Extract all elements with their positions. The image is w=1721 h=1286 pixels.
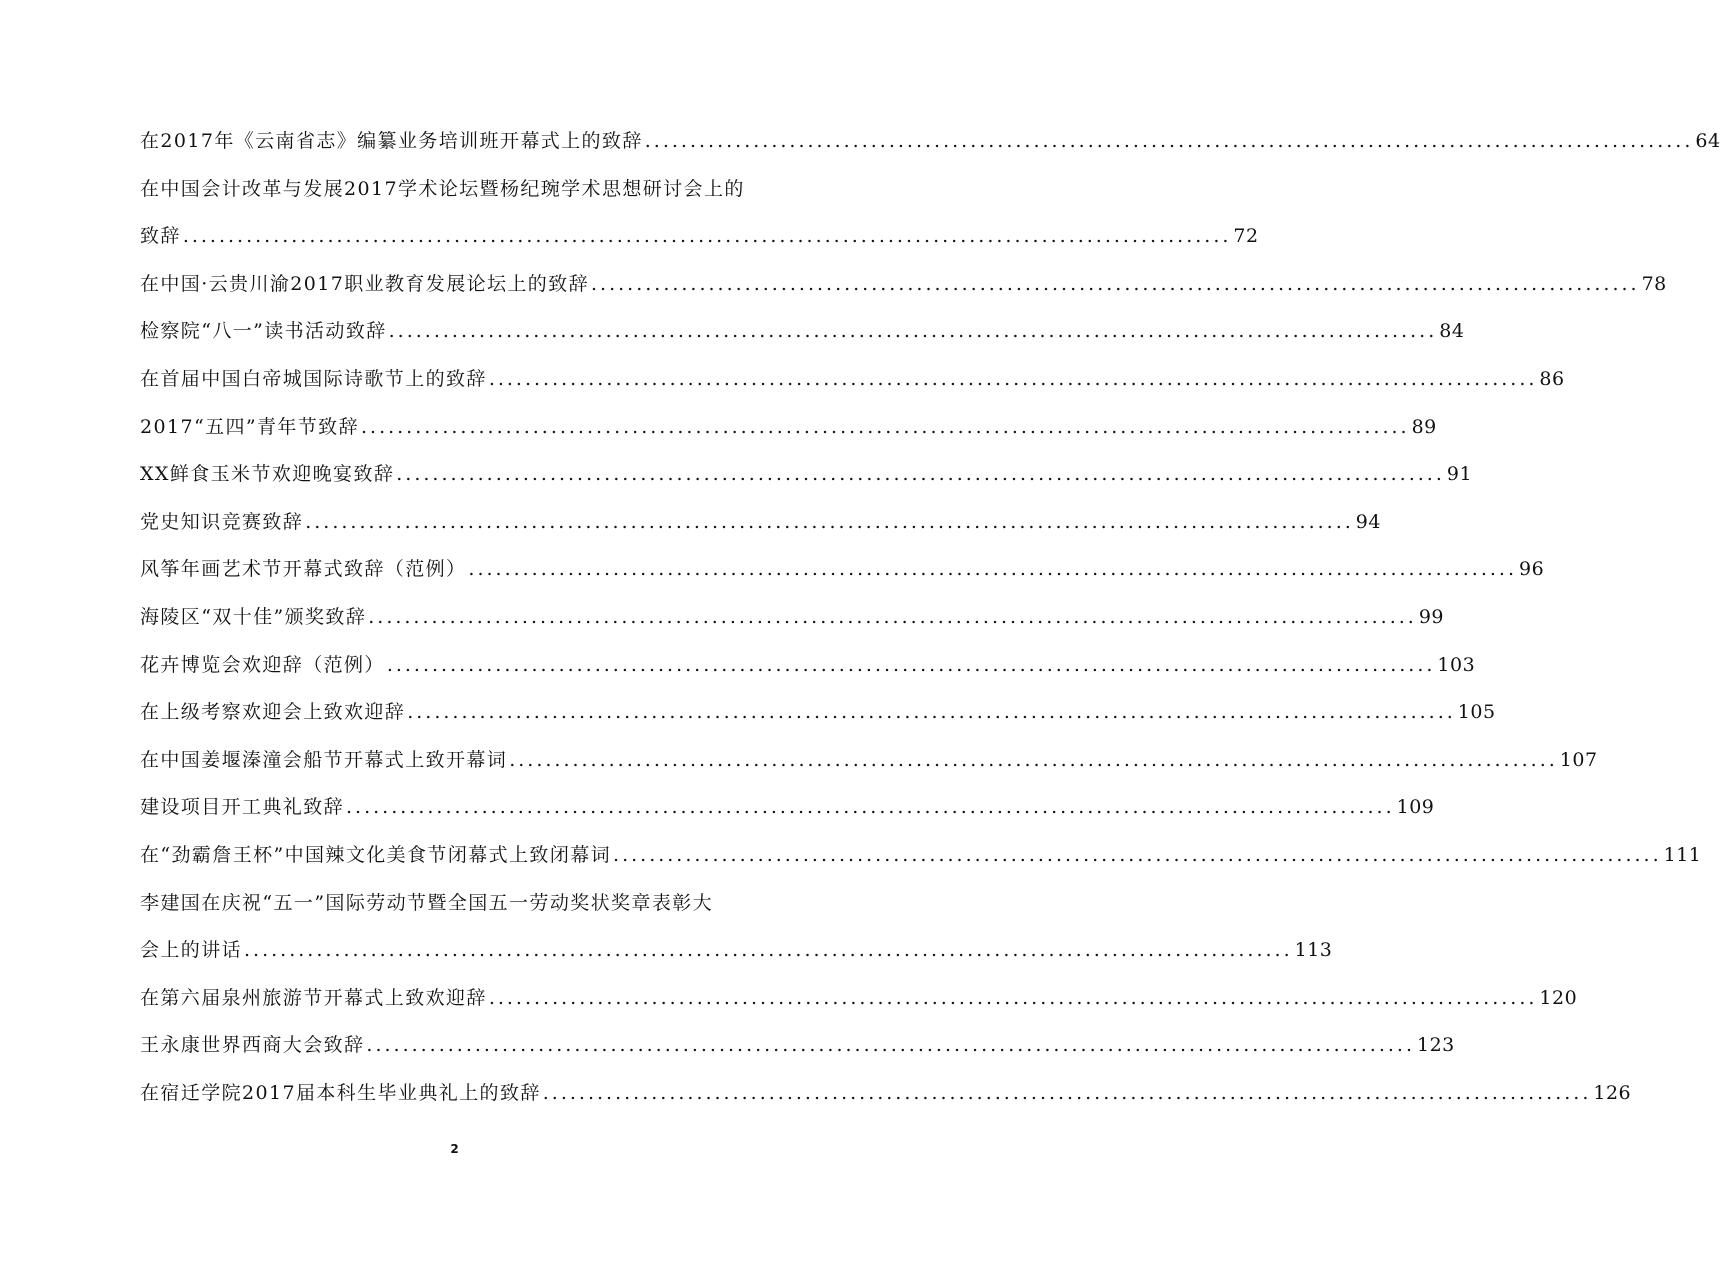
- toc-entry[interactable]: [140, 308, 1465, 356]
- toc-entry-page: 86: [1539, 367, 1565, 390]
- toc-entry-page: 94: [1355, 510, 1381, 533]
- toc-entry-page: 120: [1539, 986, 1578, 1009]
- toc-entry-title: 检察院“八一”读书活动致辞: [140, 320, 387, 343]
- toc-entry[interactable]: [140, 642, 1476, 690]
- toc-entry[interactable]: [140, 927, 1333, 975]
- toc-leader-dots: [346, 784, 1395, 832]
- toc-entry-title: 建设项目开工典礼致辞: [140, 796, 345, 819]
- toc-leader-dots: [613, 832, 1662, 880]
- toc-leader-dots: [509, 737, 1558, 785]
- toc-entry[interactable]: [140, 404, 1437, 452]
- toc-entry-page: 96: [1519, 558, 1545, 581]
- toc-entry[interactable]: [140, 451, 1473, 499]
- page-number: 2: [450, 1142, 459, 1156]
- toc-leader-dots: [244, 927, 1293, 975]
- toc-leader-dots: [543, 1070, 1592, 1118]
- toc-entry[interactable]: [140, 356, 1565, 404]
- toc-entry-page: 113: [1294, 939, 1333, 962]
- toc-entry[interactable]: [140, 689, 1496, 737]
- toc-leader-dots: [305, 499, 1354, 547]
- toc-leader-dots: [645, 118, 1694, 166]
- toc-entry-title: 在中国·云贵川渝2017职业教育发展论坛上的致辞: [140, 272, 589, 295]
- toc-entry-page: 84: [1439, 320, 1465, 343]
- toc-entry-page: 109: [1396, 796, 1435, 819]
- toc-entry-page: 78: [1641, 272, 1667, 295]
- toc-leader-dots: [407, 689, 1456, 737]
- toc-entry[interactable]: [140, 118, 1721, 166]
- toc-entry-wrap-line[interactable]: [140, 880, 773, 928]
- toc-entry-title: 海陵区“双十佳”颁奖致辞: [140, 605, 367, 628]
- toc-leader-dots: [468, 546, 1517, 594]
- toc-entry[interactable]: [140, 975, 1578, 1023]
- toc-entry[interactable]: [140, 213, 1259, 261]
- toc-entry[interactable]: [140, 594, 1445, 642]
- toc-entry-title: 在第六届泉州旅游节开幕式上致欢迎辞: [140, 986, 487, 1009]
- toc-entry-title: 会上的讲话: [140, 939, 243, 962]
- toc-entry-title-line1: 在中国会计改革与发展2017学术论坛暨杨纪琬学术思想研讨会上的: [140, 177, 745, 200]
- toc-entry-page: 64: [1695, 130, 1721, 152]
- toc-entry-page: 111: [1663, 843, 1702, 866]
- toc-entry-title: 致辞: [140, 225, 181, 248]
- toc-entry-page: 126: [1593, 1081, 1632, 1104]
- toc-leader-dots: [389, 308, 1438, 356]
- toc-leader-dots: [396, 451, 1445, 499]
- toc-entry-page: 72: [1233, 225, 1259, 248]
- toc-leader-dots: [183, 213, 1232, 261]
- toc-entry-title: 风筝年画艺术节开幕式致辞（范例）: [140, 558, 467, 581]
- toc-entry-page: 89: [1411, 415, 1437, 438]
- toc-entry-page: 99: [1418, 605, 1445, 628]
- toc-entry-page: 123: [1417, 1034, 1455, 1057]
- toc-entry-title: XX鲜食玉米节欢迎晚宴致辞: [140, 463, 395, 486]
- toc-entry[interactable]: [140, 737, 1598, 785]
- toc-leader-dots: [361, 404, 1410, 452]
- toc-leader-dots: [489, 356, 1538, 404]
- toc-entry-page: 91: [1446, 463, 1473, 486]
- toc-entry[interactable]: [140, 499, 1381, 547]
- toc-leader-dots: [366, 1022, 1415, 1070]
- toc-entry-title: 王永康世界西商大会致辞: [140, 1034, 365, 1057]
- toc-entry-title: 2017“五四”青年节致辞: [140, 415, 359, 438]
- toc-entry[interactable]: [140, 1022, 1455, 1070]
- toc-leader-dots: [368, 594, 1417, 642]
- toc-entry-title: 花卉博览会欢迎辞（范例）: [140, 653, 385, 676]
- toc-entry[interactable]: [140, 1070, 1632, 1118]
- toc-entry-title: 在首届中国白帝城国际诗歌节上的致辞: [140, 367, 487, 390]
- toc-leader-dots: [489, 975, 1538, 1023]
- table-of-contents: [140, 118, 1721, 1117]
- toc-entry-title: 在中国姜堰溱潼会船节开幕式上致开幕词: [140, 748, 508, 771]
- toc-entry-title: 在上级考察欢迎会上致欢迎辞: [140, 701, 406, 724]
- toc-entry[interactable]: [140, 832, 1702, 880]
- toc-entry-title: 党史知识竞赛致辞: [140, 510, 304, 533]
- toc-entry-title: 在2017年《云南省志》编纂业务培训班开幕式上的致辞: [140, 130, 643, 152]
- toc-entry[interactable]: [140, 261, 1667, 309]
- toc-entry-page: 105: [1457, 701, 1496, 724]
- toc-entry-title: 在“劲霸詹王杯”中国辣文化美食节闭幕式上致闭幕词: [140, 843, 612, 866]
- toc-entry-page: 103: [1437, 653, 1476, 676]
- toc-entry[interactable]: [140, 784, 1435, 832]
- toc-entry-title: 在宿迁学院2017届本科生毕业典礼上的致辞: [140, 1081, 541, 1104]
- toc-entry-title-line1: 李建国在庆祝“五一”国际劳动节暨全国五一劳动奖状奖章表彰大: [140, 891, 714, 914]
- toc-entry-page: 107: [1559, 748, 1598, 771]
- toc-entry[interactable]: [140, 546, 1545, 594]
- toc-leader-dots: [387, 642, 1436, 690]
- toc-entry-wrap-line[interactable]: [140, 166, 773, 214]
- toc-leader-dots: [591, 261, 1640, 309]
